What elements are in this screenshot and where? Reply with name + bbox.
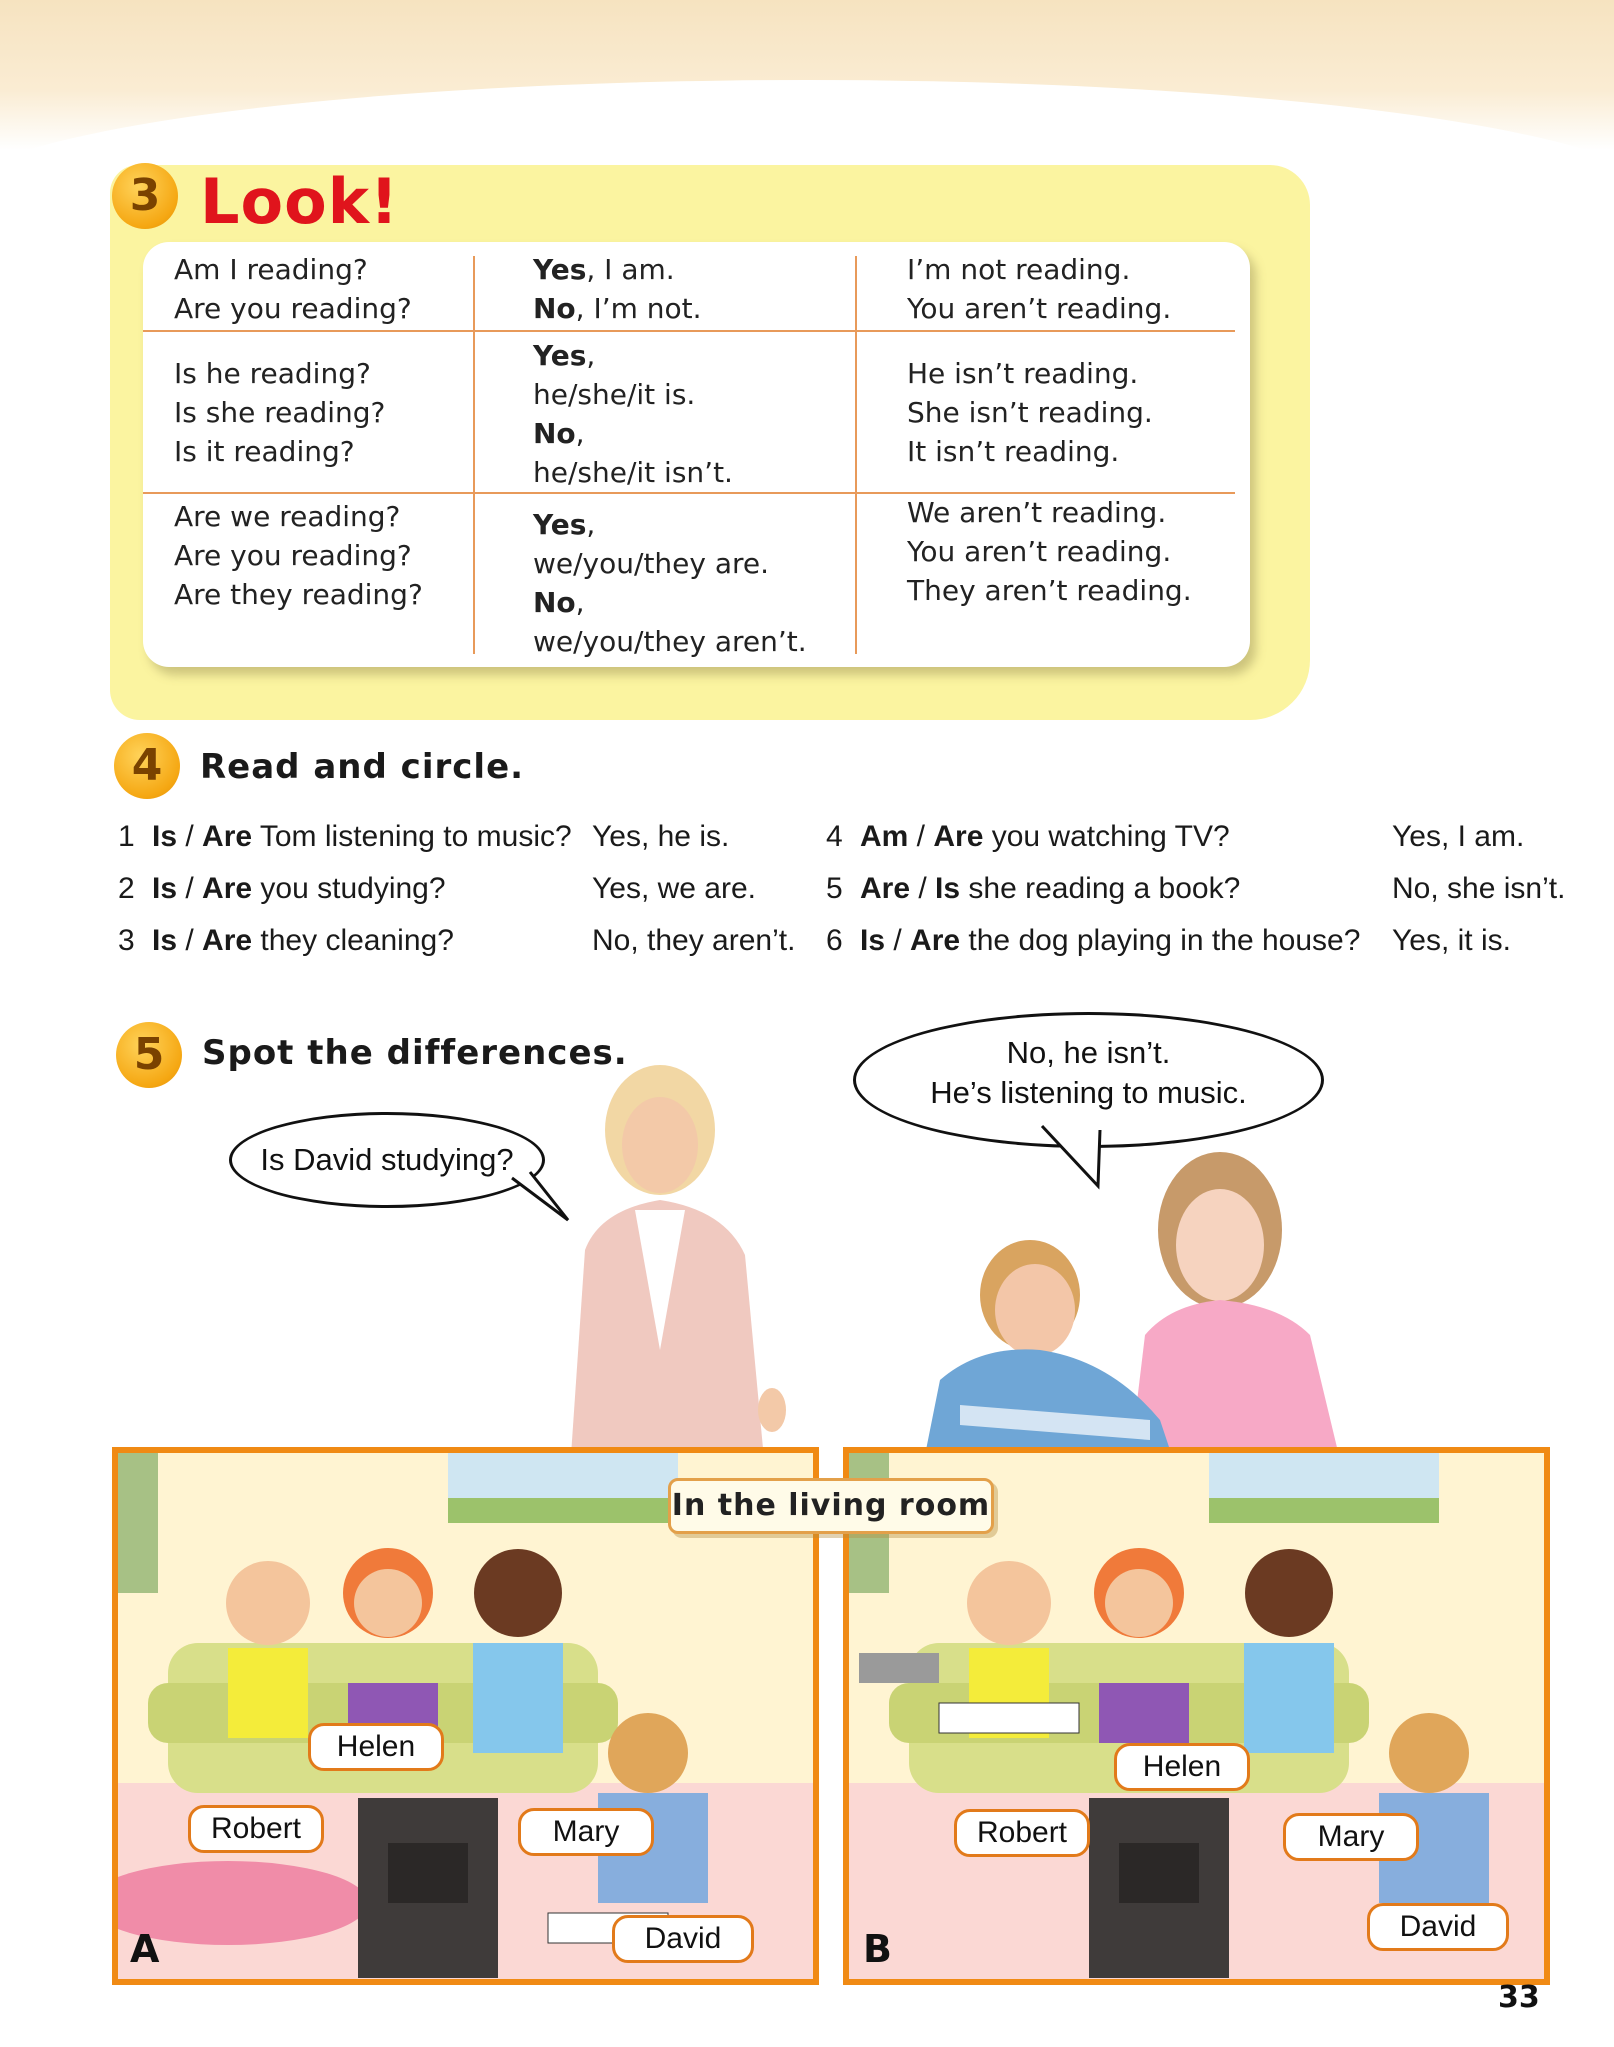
scene-b-label-mary: Mary [1283,1813,1419,1861]
answer-1: Yes, he is. [592,820,730,853]
yes-word: Yes [533,339,587,372]
page-number: 33 [1498,1980,1540,2015]
question-rest: the dog playing in the house? [960,924,1361,957]
no-word: No [533,292,576,325]
exercise-item-2 [118,872,446,906]
no-word: No [533,417,576,450]
scene-b-label-helen: Helen [1114,1743,1250,1791]
negatives-cell: We aren’t reading. You aren’t reading. They aren’t reading. [907,496,1192,607]
answer-5: No, she isn’t. [1392,872,1566,905]
answer-6: Yes, it is. [1392,924,1511,957]
option-1[interactable]: Are [860,872,911,905]
bubble-left-tail [510,1170,580,1230]
negatives-cell: I’m not reading. You aren’t reading. [907,253,1172,325]
questions-cell: Is he reading? Is she reading? Is it reading? [174,357,386,468]
scene-a-label-mary: Mary [518,1808,654,1856]
option-1[interactable]: Is [152,820,178,853]
separator: / [177,924,203,957]
scene-b-label-david: David [1367,1903,1509,1951]
item-number: 4 [826,820,843,853]
row-divider-1 [143,330,1235,332]
no-word: No [533,586,576,619]
exercise-item-5 [826,872,1240,906]
option-1[interactable]: Is [152,924,178,957]
answer-4: Yes, I am. [1392,820,1525,853]
option-2[interactable]: Are [202,820,253,853]
question-rest: they cleaning? [252,924,454,957]
section-5-title: Spot the differences. [202,1033,628,1073]
teacher-photo [540,1050,800,1470]
section-4-title: Read and circle. [200,747,525,787]
option-2[interactable]: Are [202,872,253,905]
answer-2: Yes, we are. [592,872,756,905]
yes-word: Yes [533,253,587,286]
yes-rest: , we/you/they are. [533,508,770,580]
scene-a-letter: A [130,1927,160,1971]
exercise-item-6 [826,924,1360,958]
option-1[interactable]: Is [152,872,178,905]
separator: / [885,924,911,957]
separator: / [177,872,203,905]
bubble-right-line-1: No, he isn’t. [1006,1035,1171,1070]
scene-a-label-robert: Robert [188,1805,324,1853]
question-rest: you studying? [252,872,446,905]
short-answers-cell [533,505,873,661]
item-number: 5 [826,872,843,905]
bubble-right-tail [1040,1120,1120,1190]
option-2[interactable]: Is [935,872,961,905]
speech-bubble-left: Is David studying? [229,1112,545,1208]
exercise-item-3 [118,924,454,958]
question-rest: you watching TV? [983,820,1230,853]
item-number: 2 [118,872,135,905]
scene-b-letter: B [863,1927,892,1971]
scene-a-label-helen: Helen [308,1723,444,1771]
scene-a-label-david: David [612,1915,754,1963]
separator: / [177,820,203,853]
item-number: 3 [118,924,135,957]
item-number: 6 [826,924,843,957]
section-5-badge: 5 [116,1022,182,1088]
separator: / [908,820,934,853]
look-title: Look! [200,165,400,238]
exercise-item-4 [826,820,1230,854]
scene-b-label-robert: Robert [954,1809,1090,1857]
scene-title: In the living room [668,1478,994,1534]
section-4-badge: 4 [114,733,180,799]
option-2[interactable]: Are [933,820,984,853]
no-rest: , we/you/they aren’t. [533,586,807,658]
questions-cell: Am I reading? Are you reading? [174,253,412,325]
section-3-badge: 3 [112,163,178,229]
short-answers-cell [533,250,873,328]
exercise-item-1 [118,820,572,854]
question-rest: she reading a book? [960,872,1241,905]
option-2[interactable]: Are [910,924,961,957]
answer-3: No, they aren’t. [592,924,796,957]
no-rest: , he/she/it isn’t. [533,417,733,489]
item-number: 1 [118,820,135,853]
option-1[interactable]: Is [860,924,886,957]
yes-rest: , he/she/it is. [533,339,696,411]
separator: / [910,872,936,905]
option-1[interactable]: Am [860,820,909,853]
negatives-cell: He isn’t reading. She isn’t reading. It isn’t reading. [907,357,1153,468]
yes-word: Yes [533,508,587,541]
option-2[interactable]: Are [202,924,253,957]
grammar-table [143,242,1250,667]
no-rest: , I’m not. [575,292,702,325]
questions-cell: Are we reading? Are you reading? Are they reading? [174,500,423,611]
children-photo [920,1120,1360,1480]
yes-rest: , I am. [586,253,675,286]
bubble-right-line-2: He’s listening to music. [930,1075,1247,1110]
short-answers-cell [533,336,873,492]
question-rest: Tom listening to music? [252,820,572,853]
